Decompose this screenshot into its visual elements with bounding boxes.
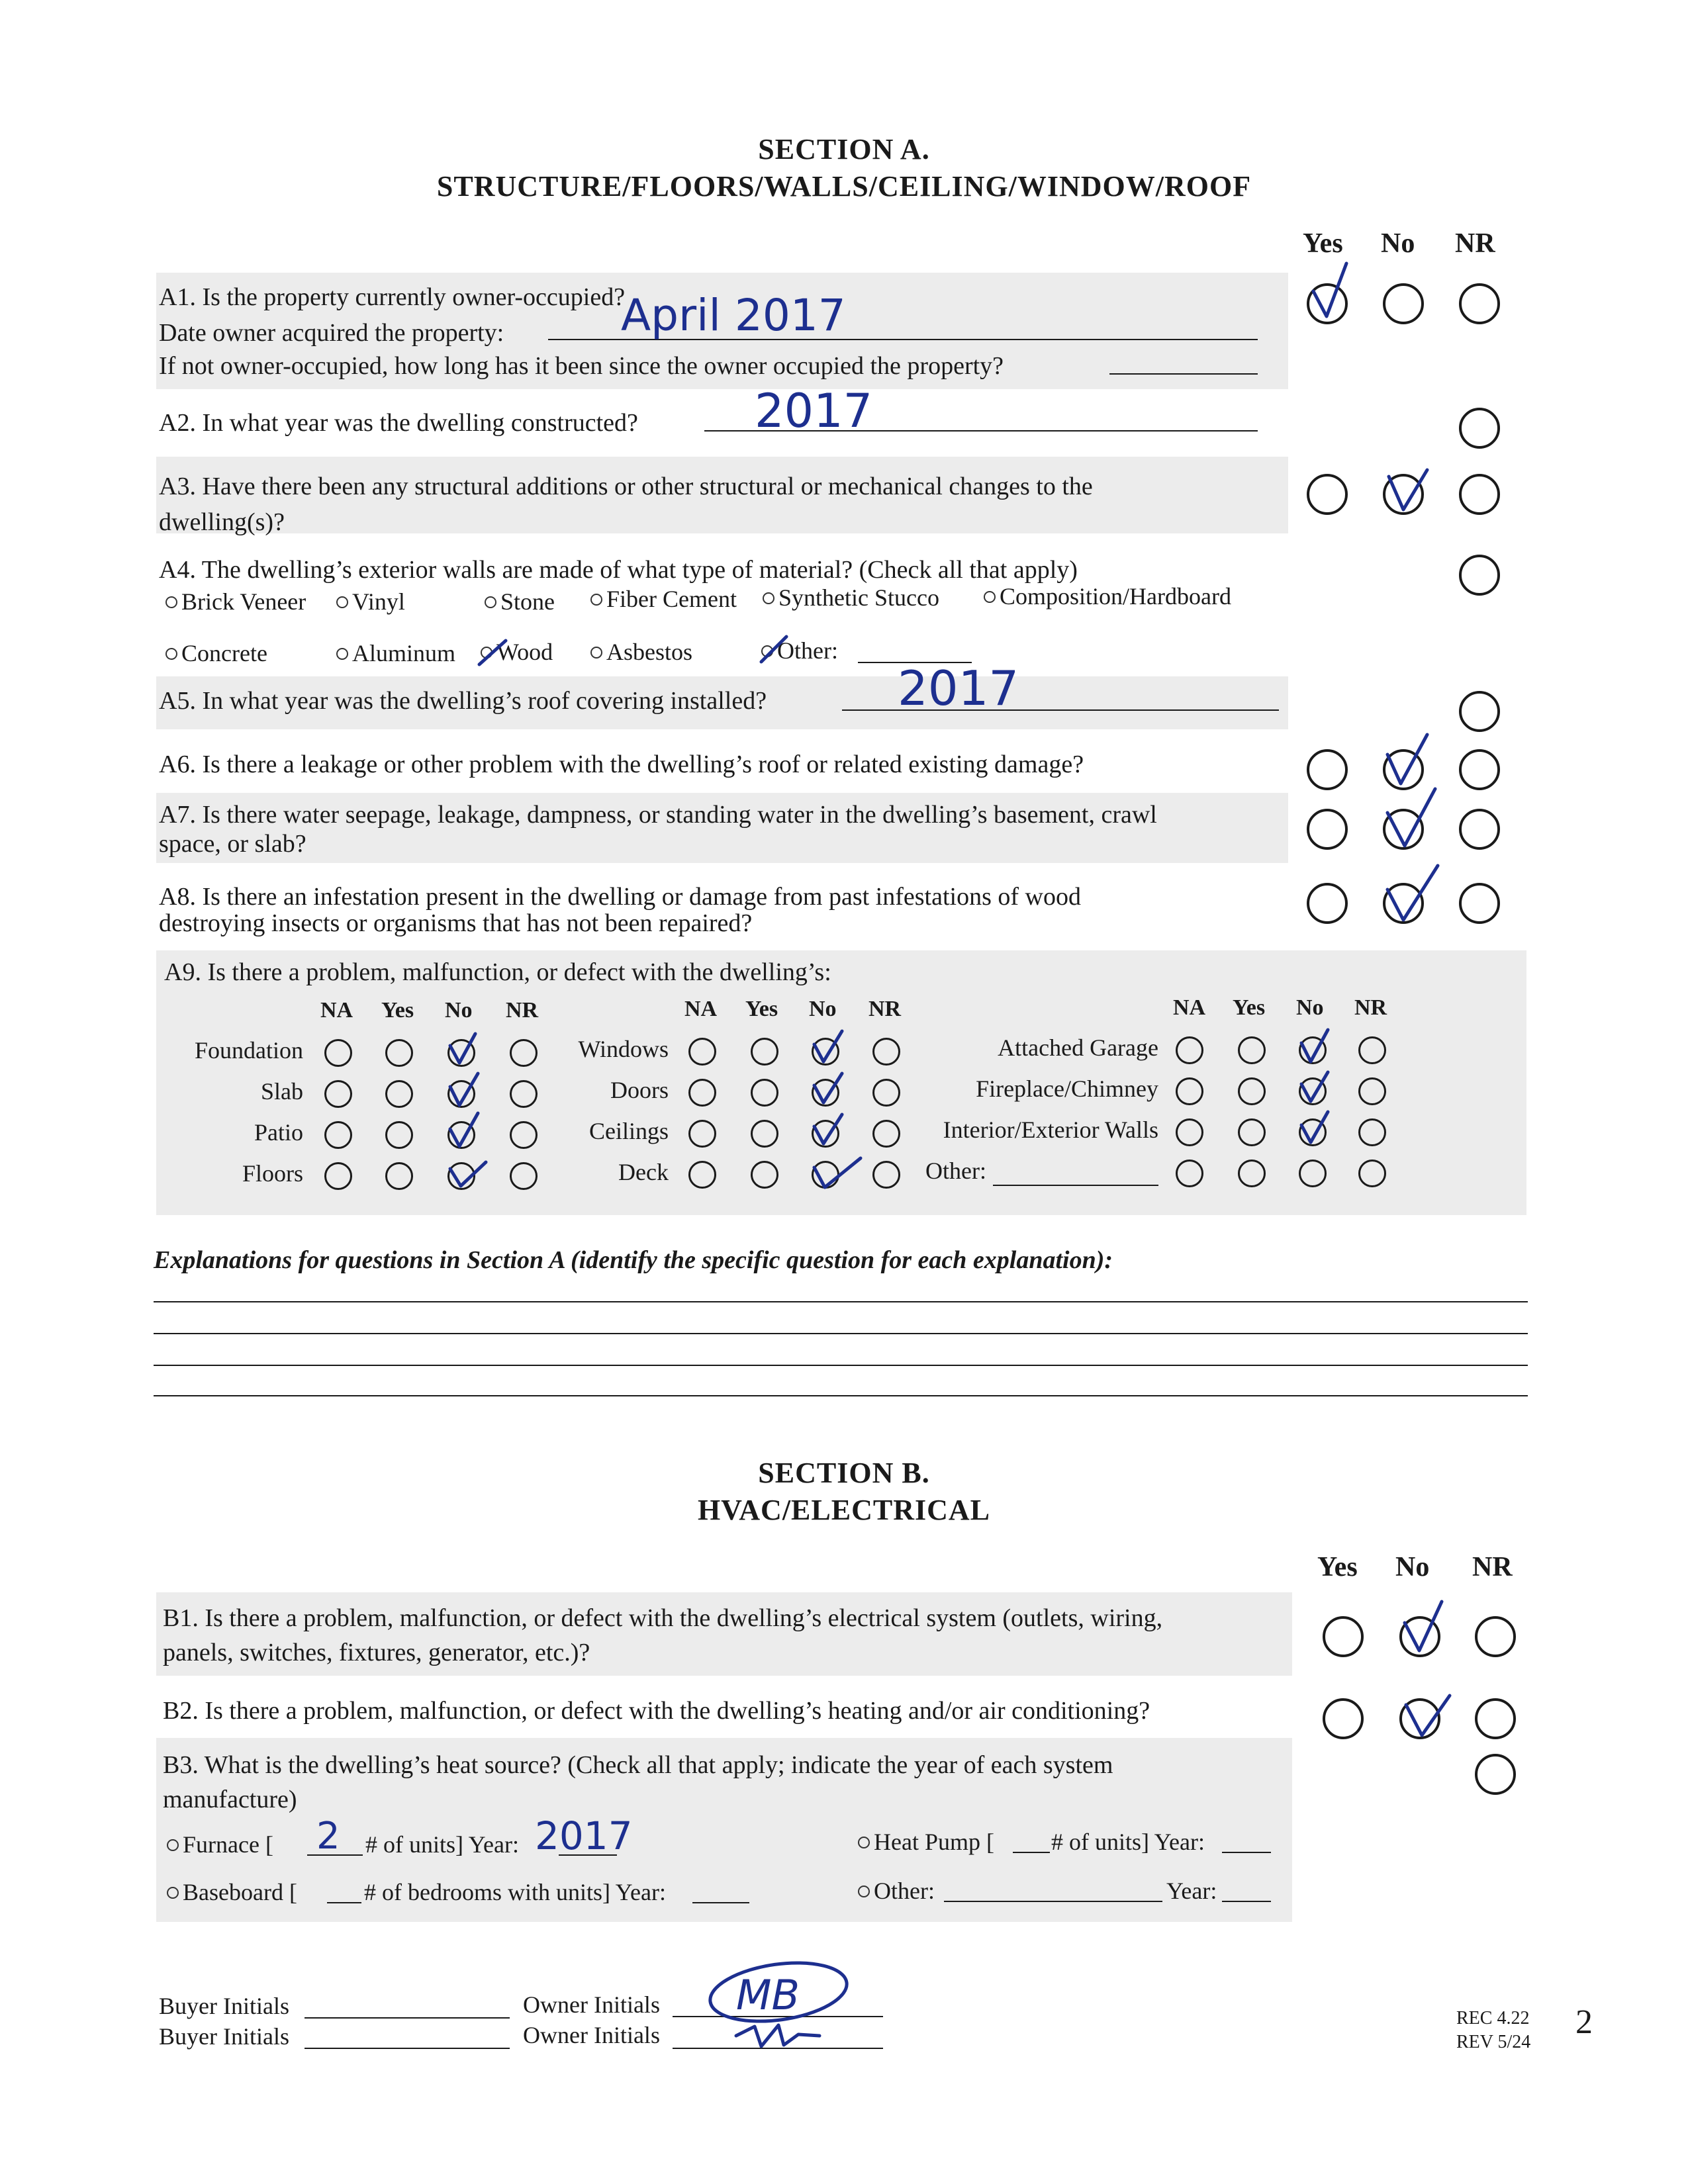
a4-option-vinyl[interactable]: Vinyl [336, 588, 405, 615]
a5-nr-radio[interactable] [1459, 691, 1500, 732]
a1-not-occupied-label: If not owner-occupied, how long has it been since the owner occupied the property? [159, 352, 1004, 380]
form-code: REC 4.22 [1456, 2008, 1530, 2028]
a9-walls-nr[interactable] [1358, 1118, 1386, 1146]
a4-option-other[interactable]: Other: [761, 637, 838, 664]
a9-g3-col-na: NA [1173, 995, 1206, 1020]
a4-option-radio[interactable] [590, 594, 602, 606]
a1-no-radio[interactable] [1383, 283, 1424, 324]
a7-no-radio[interactable] [1383, 809, 1424, 850]
a9-attached-garage-label: Attached Garage [998, 1034, 1158, 1061]
a9-deck-no[interactable] [812, 1161, 839, 1189]
b3-question: B3. What is the dwelling’s heat source? (Check all that apply; indicate the year of each system [163, 1751, 1113, 1779]
form-revision: REV 5/24 [1456, 2032, 1531, 2052]
a9-deck-na[interactable] [688, 1161, 716, 1189]
b3-other-option[interactable]: Other: [858, 1877, 935, 1905]
a9-patio-no[interactable] [447, 1121, 475, 1149]
a9-g1-col-no: No [445, 998, 473, 1023]
a2-year-handwritten: 2017 [755, 384, 873, 438]
buyer-initials-label-1: Buyer Initials [159, 1993, 289, 2019]
a4-question: A4. The dwelling’s exterior walls are made of what type of material? (Check all that apply) [159, 556, 1078, 584]
a4-option-radio[interactable] [336, 596, 348, 608]
b-col-no-header: No [1395, 1552, 1430, 1582]
a9-fireplace-no[interactable] [1299, 1077, 1327, 1105]
a9-doors-na[interactable] [688, 1079, 716, 1107]
a9-doors-yes[interactable] [751, 1079, 778, 1107]
a1-date-label: Date owner acquired the property: [159, 319, 504, 347]
a9-g2-col-yes: Yes [745, 997, 778, 1021]
buyer-initials-label-2: Buyer Initials [159, 2023, 289, 2050]
a9-floors-na[interactable] [324, 1162, 352, 1190]
a4-option-radio[interactable] [590, 647, 602, 659]
a5-year-handwritten: 2017 [898, 660, 1019, 716]
col-yes-header: Yes [1303, 228, 1343, 259]
b3-baseboard-year-field[interactable] [692, 1902, 749, 1903]
b3-other-radio[interactable] [858, 1886, 870, 1897]
b1-yes-radio[interactable] [1323, 1616, 1364, 1657]
b2-yes-radio[interactable] [1323, 1698, 1364, 1739]
b3-other-field[interactable] [944, 1901, 1162, 1902]
a9-slab-nr[interactable] [510, 1080, 538, 1108]
section-a-subtitle: STRUCTURE/FLOORS/WALLS/CEILING/WINDOW/ROOF [436, 170, 1252, 203]
b2-nr-radio[interactable] [1475, 1698, 1516, 1739]
explanation-line-4[interactable] [154, 1395, 1528, 1396]
a3-question: A3. Have there been any structural additions or other structural or mechanical changes to the [159, 473, 1093, 500]
a9-patio-yes[interactable] [385, 1121, 413, 1149]
a4-option-radio[interactable] [485, 596, 496, 608]
a1-duration-field[interactable] [1109, 373, 1258, 375]
b3-furnace-units-handwritten: 2 [316, 1815, 340, 1858]
a4-nr-radio[interactable] [1459, 555, 1500, 596]
a1-yes-radio[interactable] [1307, 283, 1348, 324]
a4-option-radio[interactable] [165, 596, 177, 608]
a9-g1-col-na: NA [320, 998, 353, 1023]
a9-slab-label: Slab [260, 1078, 303, 1105]
a9-fireplace-na[interactable] [1176, 1077, 1203, 1105]
a9-slab-yes[interactable] [385, 1080, 413, 1108]
section-b-subtitle: HVAC/ELECTRICAL [697, 1494, 991, 1526]
a9-g3-col-nr: NR [1354, 995, 1387, 1020]
a9-garage-nr[interactable] [1358, 1036, 1386, 1064]
a9-g3-col-no: No [1296, 995, 1324, 1020]
b3-furnace-units-label: # of units] Year: [365, 1831, 519, 1858]
a4-option-stone[interactable]: Stone [485, 588, 555, 615]
b3-furnace-year-handwritten: 2017 [535, 1813, 633, 1858]
a8-question: A8. Is there an infestation present in the dwelling or damage from past infestations of wood [159, 883, 1081, 911]
a4-option-radio[interactable] [761, 645, 773, 657]
buyer-initials-field-1[interactable] [305, 2017, 510, 2019]
a9-foundation-no[interactable] [447, 1039, 475, 1067]
page-number: 2 [1575, 2003, 1593, 2041]
a9-other-yes[interactable] [1238, 1160, 1266, 1187]
a9-ceilings-na[interactable] [688, 1120, 716, 1148]
b3-heatpump-units-field[interactable] [1013, 1852, 1050, 1853]
a4-option-wood[interactable]: Wood [481, 638, 553, 666]
a9-doors-no[interactable] [812, 1079, 839, 1107]
a9-slab-na[interactable] [324, 1080, 352, 1108]
a9-patio-nr[interactable] [510, 1121, 538, 1149]
a9-walls-na[interactable] [1176, 1118, 1203, 1146]
a9-windows-yes[interactable] [751, 1038, 778, 1066]
a4-option-concrete[interactable]: Concrete [165, 639, 267, 667]
a3-question-cont: dwelling(s)? [159, 508, 285, 536]
b3-baseboard-units-field[interactable] [327, 1902, 361, 1903]
explanation-line-2[interactable] [154, 1333, 1528, 1334]
a9-ceilings-yes[interactable] [751, 1120, 778, 1148]
a1-date-handwritten: April 2017 [621, 290, 846, 341]
a8-question-cont: destroying insects or organisms that has not been repaired? [159, 909, 753, 937]
a9-ceilings-no[interactable] [812, 1120, 839, 1148]
a9-foundation-na[interactable] [324, 1039, 352, 1067]
a1-question: A1. Is the property currently owner-occupied? [159, 283, 626, 311]
a9-walls-no[interactable] [1299, 1118, 1327, 1146]
a9-doors-label: Doors [610, 1077, 669, 1103]
b1-question: B1. Is there a problem, malfunction, or defect with the dwelling’s electrical system (outlets, wiring, [163, 1604, 1163, 1632]
a7-question-cont: space, or slab? [159, 830, 306, 858]
a4-option-radio[interactable] [165, 648, 177, 660]
a9-g1-col-nr: NR [506, 998, 539, 1023]
b-col-nr-header: NR [1472, 1552, 1513, 1582]
owner-initials-scribble [736, 2025, 820, 2046]
a9-floors-no[interactable] [447, 1162, 475, 1190]
b3-furnace-radio[interactable] [167, 1839, 179, 1851]
a9-garage-na[interactable] [1176, 1036, 1203, 1064]
a4-option-radio[interactable] [336, 648, 348, 660]
a9-doors-nr[interactable] [872, 1079, 900, 1107]
a9-fireplace-yes[interactable] [1238, 1077, 1266, 1105]
a4-option-synthetic-stucco[interactable]: Synthetic Stucco [763, 584, 939, 612]
b2-no-radio[interactable] [1399, 1698, 1440, 1739]
explanation-line-3[interactable] [154, 1365, 1528, 1366]
a4-option-composition[interactable]: Composition/Hardboard [984, 582, 1231, 610]
section-b-title: SECTION B. [758, 1457, 930, 1489]
a9-patio-na[interactable] [324, 1121, 352, 1149]
a4-option-brick-veneer[interactable]: Brick Veneer [165, 588, 306, 615]
a9-fireplace-nr[interactable] [1358, 1077, 1386, 1105]
section-a-title: SECTION A. [758, 133, 930, 165]
a8-no-radio[interactable] [1383, 883, 1424, 924]
a9-windows-na[interactable] [688, 1038, 716, 1066]
a6-no-radio[interactable] [1383, 749, 1424, 790]
a8-nr-radio[interactable] [1459, 883, 1500, 924]
b3-heatpump-year-field[interactable] [1222, 1852, 1271, 1853]
a9-deck-label: Deck [618, 1159, 669, 1185]
col-no-header: No [1381, 228, 1415, 259]
a4-option-radio[interactable] [481, 647, 492, 659]
a9-g2-col-no: No [809, 997, 837, 1021]
owner-initials-label-2: Owner Initials [523, 2022, 660, 2048]
a3-nr-radio[interactable] [1459, 474, 1500, 515]
a9-other-label: Other: [925, 1158, 986, 1184]
b3-heatpump-option[interactable]: Heat Pump [ [858, 1828, 994, 1856]
owner-initials-field-2[interactable] [673, 2048, 883, 2049]
owner-initials-handwritten: MB [736, 1971, 800, 2019]
a9-foundation-yes[interactable] [385, 1039, 413, 1067]
a9-other-nr[interactable] [1358, 1160, 1386, 1187]
a6-question: A6. Is there a leakage or other problem with the dwelling’s roof or related existing damage? [159, 751, 1084, 778]
a4-option-radio[interactable] [984, 591, 996, 603]
a9-g2-col-na: NA [684, 997, 718, 1021]
owner-initials-label-1: Owner Initials [523, 1991, 660, 2018]
a9-patio-label: Patio [254, 1119, 303, 1146]
section-a-explanations-label: Explanations for questions in Section A (identify the specific question for each explanation): [154, 1246, 1113, 1274]
a7-yes-radio[interactable] [1307, 809, 1348, 850]
a9-floors-label: Floors [242, 1160, 303, 1187]
explanation-line-1[interactable] [154, 1301, 1528, 1302]
a9-question: A9. Is there a problem, malfunction, or defect with the dwelling’s: [164, 958, 831, 986]
b1-nr-radio[interactable] [1475, 1616, 1516, 1657]
a9-other-field[interactable] [993, 1185, 1158, 1186]
a4-option-fiber-cement[interactable]: Fiber Cement [590, 585, 737, 613]
b3-heatpump-units-label: # of units] Year: [1051, 1829, 1205, 1855]
a9-garage-yes[interactable] [1238, 1036, 1266, 1064]
a9-garage-no[interactable] [1299, 1036, 1327, 1064]
buyer-initials-field-2[interactable] [305, 2048, 510, 2049]
a9-windows-no[interactable] [812, 1038, 839, 1066]
a9-windows-nr[interactable] [872, 1038, 900, 1066]
b1-question-cont: panels, switches, fixtures, generator, etc.)? [163, 1639, 590, 1666]
a9-slab-no[interactable] [447, 1080, 475, 1108]
b3-baseboard-units-label: # of bedrooms with units] Year: [364, 1879, 666, 1905]
a9-other-no[interactable] [1299, 1160, 1327, 1187]
a9-ceilings-label: Ceilings [588, 1118, 669, 1144]
a9-walls-yes[interactable] [1238, 1118, 1266, 1146]
b1-no-radio[interactable] [1399, 1616, 1440, 1657]
b3-baseboard-option[interactable]: Baseboard [ [167, 1878, 297, 1906]
b-col-yes-header: Yes [1317, 1552, 1358, 1582]
a9-deck-nr[interactable] [872, 1161, 900, 1189]
a9-g1-col-yes: Yes [381, 998, 414, 1023]
a9-other-na[interactable] [1176, 1160, 1203, 1187]
a4-option-asbestos[interactable]: Asbestos [590, 638, 692, 666]
a5-question: A5. In what year was the dwelling’s roof covering installed? [159, 687, 767, 715]
b3-baseboard-radio[interactable] [167, 1887, 179, 1899]
a3-no-radio[interactable] [1383, 474, 1424, 515]
a9-foundation-label: Foundation [194, 1037, 303, 1064]
b3-heatpump-radio[interactable] [858, 1837, 870, 1848]
a7-nr-radio[interactable] [1459, 809, 1500, 850]
a7-question: A7. Is there water seepage, leakage, dampness, or standing water in the dwelling’s basement, crawl [159, 801, 1157, 829]
a9-deck-yes[interactable] [751, 1161, 778, 1189]
a4-option-radio[interactable] [763, 592, 774, 604]
a9-floors-yes[interactable] [385, 1162, 413, 1190]
a1-nr-radio[interactable] [1459, 283, 1500, 324]
b3-nr-radio[interactable] [1475, 1754, 1516, 1795]
a6-yes-radio[interactable] [1307, 749, 1348, 790]
col-nr-header: NR [1455, 228, 1495, 259]
a8-yes-radio[interactable] [1307, 883, 1348, 924]
b3-other-year-field[interactable] [1222, 1901, 1271, 1902]
a9-fireplace-label: Fireplace/Chimney [976, 1075, 1158, 1102]
a9-ceilings-nr[interactable] [872, 1120, 900, 1148]
a4-option-aluminum[interactable]: Aluminum [336, 639, 455, 667]
a9-g3-col-yes: Yes [1233, 995, 1266, 1020]
a6-nr-radio[interactable] [1459, 749, 1500, 790]
a9-windows-label: Windows [578, 1036, 669, 1062]
b3-furnace-option[interactable]: Furnace [ [167, 1831, 273, 1858]
a2-question: A2. In what year was the dwelling constructed? [159, 409, 638, 437]
b2-question: B2. Is there a problem, malfunction, or defect with the dwelling’s heating and/or air conditioning? [163, 1697, 1150, 1725]
a9-g2-col-nr: NR [868, 997, 902, 1021]
b3-other-year-label: Year: [1166, 1878, 1217, 1904]
a9-walls-label: Interior/Exterior Walls [943, 1116, 1158, 1143]
a9-floors-nr[interactable] [510, 1162, 538, 1190]
b3-question-cont: manufacture) [163, 1786, 297, 1813]
a2-nr-radio[interactable] [1459, 408, 1500, 449]
a9-foundation-nr[interactable] [510, 1039, 538, 1067]
a3-yes-radio[interactable] [1307, 474, 1348, 515]
